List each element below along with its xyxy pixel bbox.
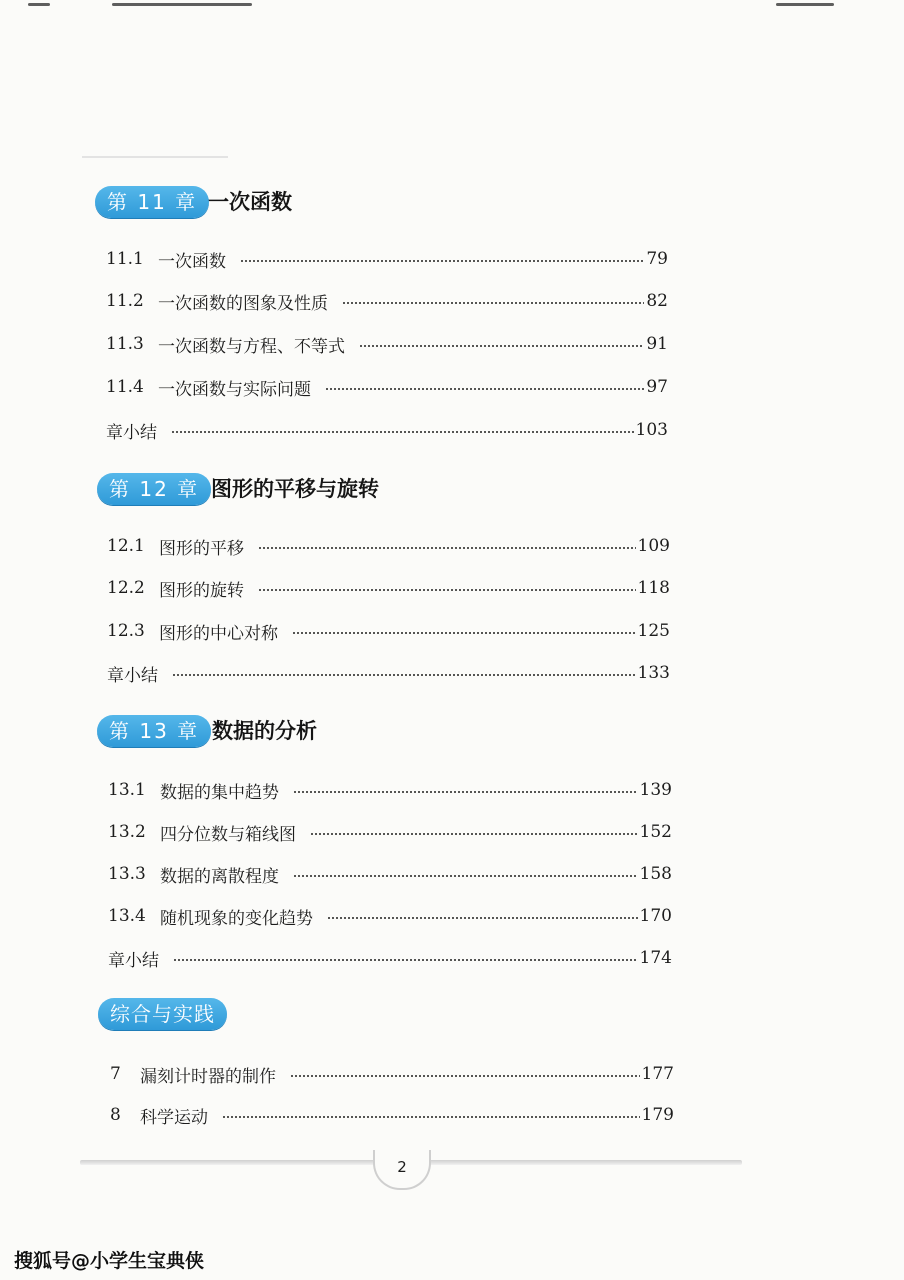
entry-page: 174	[639, 948, 672, 968]
scan-artifact	[776, 3, 834, 6]
chapter-badge: 第 11 章	[95, 186, 209, 218]
entry-number: 11.1	[106, 249, 144, 269]
entry-page: 109	[637, 536, 670, 556]
toc-entry[interactable]	[107, 575, 670, 601]
dot-leader	[172, 674, 636, 676]
toc-entry[interactable]	[108, 861, 672, 887]
entry-title: 一次函数与实际问题	[158, 379, 311, 400]
entry-page: 125	[637, 621, 670, 641]
entry-title: 数据的集中趋势	[160, 782, 279, 803]
section-badge: 综合与实践	[98, 998, 227, 1030]
toc-entry[interactable]	[108, 819, 672, 845]
entry-title: 章小结	[108, 950, 159, 971]
entry-page: 103	[635, 420, 668, 440]
entry-number: 11.3	[106, 334, 144, 354]
entry-page: 158	[639, 864, 672, 884]
toc-entry[interactable]	[106, 246, 668, 272]
entry-number: 11.4	[106, 377, 144, 397]
chapter-title: 数据的分析	[212, 719, 317, 743]
page-number: 2	[373, 1150, 431, 1190]
entry-number: 13.4	[108, 906, 146, 926]
entry-number: 8	[110, 1105, 121, 1125]
entry-page: 139	[639, 780, 672, 800]
dot-leader	[359, 345, 644, 347]
entry-page: 97	[646, 377, 668, 397]
dot-leader	[171, 431, 634, 433]
entry-title: 一次函数	[158, 251, 226, 272]
entry-page: 133	[637, 663, 670, 683]
toc-entry[interactable]	[106, 288, 668, 314]
dot-leader	[258, 547, 636, 549]
toc-entry[interactable]	[110, 1102, 674, 1128]
toc-entry[interactable]	[108, 903, 672, 929]
toc-entry[interactable]	[110, 1061, 674, 1087]
entry-title: 数据的离散程度	[160, 866, 279, 887]
toc-entry[interactable]	[107, 533, 670, 559]
watermark: 搜狐号@小学生宝典侠	[14, 1250, 205, 1272]
entry-number: 13.3	[108, 864, 146, 884]
page-edge-shadow	[82, 156, 228, 158]
toc-entry[interactable]	[106, 417, 668, 443]
entry-number: 12.1	[107, 536, 145, 556]
dot-leader	[293, 875, 638, 877]
entry-title: 图形的旋转	[159, 580, 244, 601]
toc-entry[interactable]	[107, 618, 670, 644]
entry-title: 一次函数的图象及性质	[158, 293, 328, 314]
entry-number: 11.2	[106, 291, 144, 311]
dot-leader	[258, 589, 636, 591]
toc-entry[interactable]	[107, 660, 670, 686]
entry-number: 12.2	[107, 578, 145, 598]
entry-number: 12.3	[107, 621, 145, 641]
entry-number: 13.1	[108, 780, 146, 800]
entry-title: 图形的中心对称	[159, 623, 278, 644]
chapter-title: 图形的平移与旋转	[211, 477, 379, 501]
entry-page: 170	[639, 906, 672, 926]
entry-number: 7	[110, 1064, 121, 1084]
entry-title: 漏刻计时器的制作	[140, 1066, 276, 1087]
dot-leader	[222, 1116, 640, 1118]
toc-entry[interactable]	[106, 374, 668, 400]
entry-page: 91	[646, 334, 668, 354]
dot-leader	[292, 632, 636, 634]
chapter-badge: 第 13 章	[97, 715, 211, 747]
toc-entry[interactable]	[108, 777, 672, 803]
entry-number: 13.2	[108, 822, 146, 842]
entry-title: 章小结	[106, 422, 157, 443]
entry-title: 科学运动	[140, 1107, 208, 1128]
scan-artifact	[112, 3, 252, 6]
entry-page: 179	[641, 1105, 674, 1125]
entry-title: 一次函数与方程、不等式	[158, 336, 345, 357]
entry-title: 随机现象的变化趋势	[160, 908, 313, 929]
entry-page: 177	[641, 1064, 674, 1084]
dot-leader	[327, 917, 638, 919]
entry-page: 79	[646, 249, 668, 269]
chapter-title: 一次函数	[208, 190, 292, 214]
dot-leader	[325, 388, 644, 390]
toc-entry[interactable]	[108, 945, 672, 971]
dot-leader	[342, 302, 644, 304]
entry-page: 152	[639, 822, 672, 842]
entry-title: 章小结	[107, 665, 158, 686]
dot-leader	[293, 791, 638, 793]
dot-leader	[290, 1075, 640, 1077]
entry-page: 118	[637, 578, 670, 598]
toc-entry[interactable]	[106, 331, 668, 357]
dot-leader	[310, 833, 638, 835]
chapter-badge: 第 12 章	[97, 473, 211, 505]
entry-page: 82	[646, 291, 668, 311]
entry-title: 四分位数与箱线图	[160, 824, 296, 845]
dot-leader	[173, 959, 638, 961]
entry-title: 图形的平移	[159, 538, 244, 559]
dot-leader	[240, 260, 644, 262]
scan-artifact	[28, 3, 50, 6]
